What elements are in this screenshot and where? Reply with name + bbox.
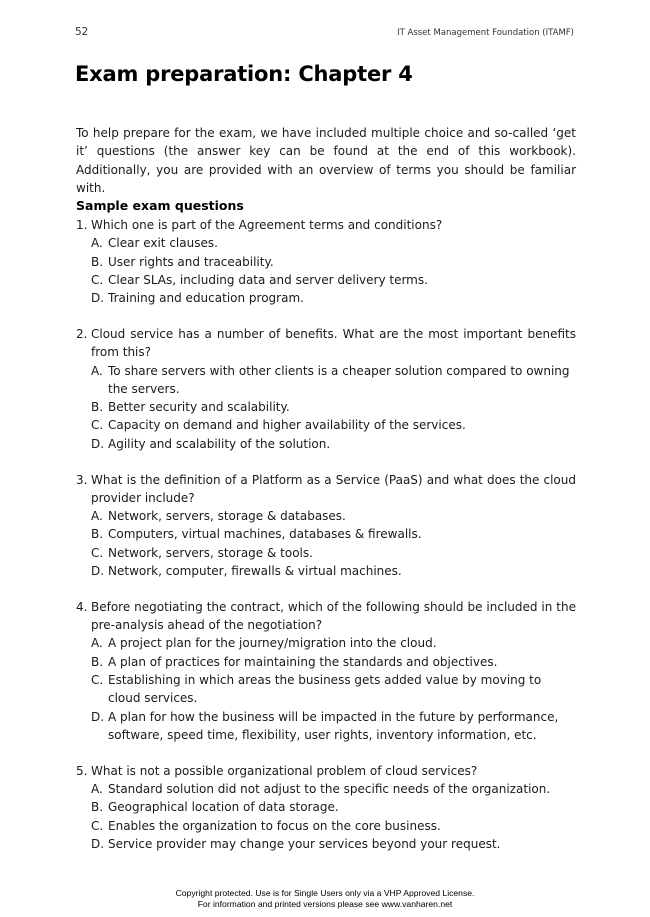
answer-option <box>91 507 576 525</box>
answer-text: Training and education program. <box>108 291 304 306</box>
answer-option <box>91 708 576 745</box>
answer-text: Computers, virtual machines, databases & firewalls. <box>108 527 422 542</box>
question-number: 5. <box>76 763 88 778</box>
answer-text: Service provider may change your services beyond your request. <box>108 836 501 851</box>
answer-option <box>91 671 576 708</box>
question <box>76 762 576 853</box>
section-title: Sample exam questions <box>76 198 244 213</box>
answer-text: A project plan for the journey/migration into the cloud. <box>108 636 437 651</box>
answer-option <box>91 562 576 580</box>
question-stem <box>76 325 576 362</box>
answer-option <box>91 362 576 399</box>
answer-letter: D. <box>91 836 105 851</box>
question-text: Cloud service has a number of benefits. What are the most important benefits from this? <box>91 326 576 360</box>
footer-copyright: Copyright protected. Use is for Single Users only via a VHP Approved License. <box>175 888 475 898</box>
answer-list <box>91 234 576 307</box>
answer-letter: D. <box>91 436 105 451</box>
page-number: 52 <box>75 26 89 38</box>
answer-letter: B. <box>91 254 104 269</box>
answer-letter: C. <box>91 545 104 560</box>
answer-text: Clear SLAs, including data and server delivery terms. <box>108 272 428 287</box>
answer-letter: C. <box>91 272 104 287</box>
answer-text: Enables the organization to focus on the core business. <box>108 818 441 833</box>
question-text: Before negotiating the contract, which of the following should be included in the pre-analysis ahead of the negotiation? <box>91 599 576 633</box>
question-number: 3. <box>76 472 88 487</box>
question-stem <box>76 471 576 508</box>
answer-text: Capacity on demand and higher availability of the services. <box>108 418 466 433</box>
answer-list <box>91 362 576 453</box>
answer-option <box>91 544 576 562</box>
answer-option <box>91 271 576 289</box>
answer-option <box>91 634 576 652</box>
answer-option <box>91 780 576 798</box>
question-text: What is not a possible organizational problem of cloud services? <box>91 763 478 778</box>
answer-list <box>91 507 576 580</box>
answer-option <box>91 798 576 816</box>
answer-text: Establishing in which areas the business gets added value by moving to cloud services. <box>108 673 542 706</box>
answer-option <box>91 289 576 307</box>
answer-list <box>91 634 576 744</box>
answer-letter: A. <box>91 236 103 251</box>
running-header: IT Asset Management Foundation (ITAMF) <box>397 28 574 38</box>
answer-option <box>91 416 576 434</box>
answer-letter: C. <box>91 418 104 433</box>
answer-text: Geographical location of data storage. <box>108 800 339 815</box>
answer-letter: B. <box>91 527 104 542</box>
answer-letter: A. <box>91 363 103 378</box>
footer <box>0 888 650 910</box>
question-stem <box>76 762 576 780</box>
answer-text: User rights and traceability. <box>108 254 274 269</box>
footer-info: For information and printed versions please see www.vanharen.net <box>197 899 453 909</box>
answer-option <box>91 435 576 453</box>
answer-option <box>91 398 576 416</box>
answer-letter: B. <box>91 400 104 415</box>
question <box>76 325 576 453</box>
answer-letter: D. <box>91 564 105 579</box>
answer-letter: C. <box>91 818 104 833</box>
answer-text: Standard solution did not adjust to the specific needs of the organization. <box>108 782 551 797</box>
answer-text: Network, computer, firewalls & virtual machines. <box>108 564 402 579</box>
question-number: 4. <box>76 599 88 614</box>
answer-option <box>91 253 576 271</box>
answer-letter: B. <box>91 800 104 815</box>
answer-letter: D. <box>91 709 105 724</box>
answer-text: A plan for how the business will be impacted in the future by performance, software, speed time, flexibility, user rights, inventory information, etc. <box>108 709 559 742</box>
answer-text: Network, servers, storage & databases. <box>108 509 346 524</box>
answer-option <box>91 234 576 252</box>
answer-letter: A. <box>91 509 103 524</box>
question-number: 2. <box>76 326 88 341</box>
question <box>76 598 576 744</box>
answer-text: A plan of practices for maintaining the standards and objectives. <box>108 654 498 669</box>
question-stem <box>76 598 576 635</box>
page-title: Exam preparation: Chapter 4 <box>75 62 413 86</box>
answer-option <box>91 525 576 543</box>
answer-text: Network, servers, storage & tools. <box>108 545 313 560</box>
answer-letter: A. <box>91 782 103 797</box>
answer-text: Clear exit clauses. <box>108 236 218 251</box>
answer-option <box>91 835 576 853</box>
question-text: Which one is part of the Agreement terms and conditions? <box>91 218 443 232</box>
answer-letter: C. <box>91 673 104 688</box>
answer-option <box>91 817 576 835</box>
answer-text: Better security and scalability. <box>108 400 290 415</box>
answer-list <box>91 780 576 853</box>
answer-option <box>91 653 576 671</box>
answer-text: To share servers with other clients is a cheaper solution compared to owning the servers. <box>108 363 570 396</box>
answer-letter: B. <box>91 654 104 669</box>
question-number: 1. <box>76 218 88 232</box>
question-stem <box>76 216 576 234</box>
answer-text: Agility and scalability of the solution. <box>108 436 331 451</box>
question-text: What is the definition of a Platform as a Service (PaaS) and what does the cloud provider include? <box>91 472 576 505</box>
question <box>76 216 576 307</box>
question <box>76 471 576 581</box>
question-list <box>76 216 576 871</box>
answer-letter: A. <box>91 636 103 651</box>
answer-letter: D. <box>91 291 105 306</box>
intro-paragraph: To help prepare for the exam, we have included multiple choice and so-called ‘get it’ questions (the answer key can be found at the end of this workbook). Additionally, you are provided with an overview of terms you should be familiar with. <box>76 126 576 195</box>
